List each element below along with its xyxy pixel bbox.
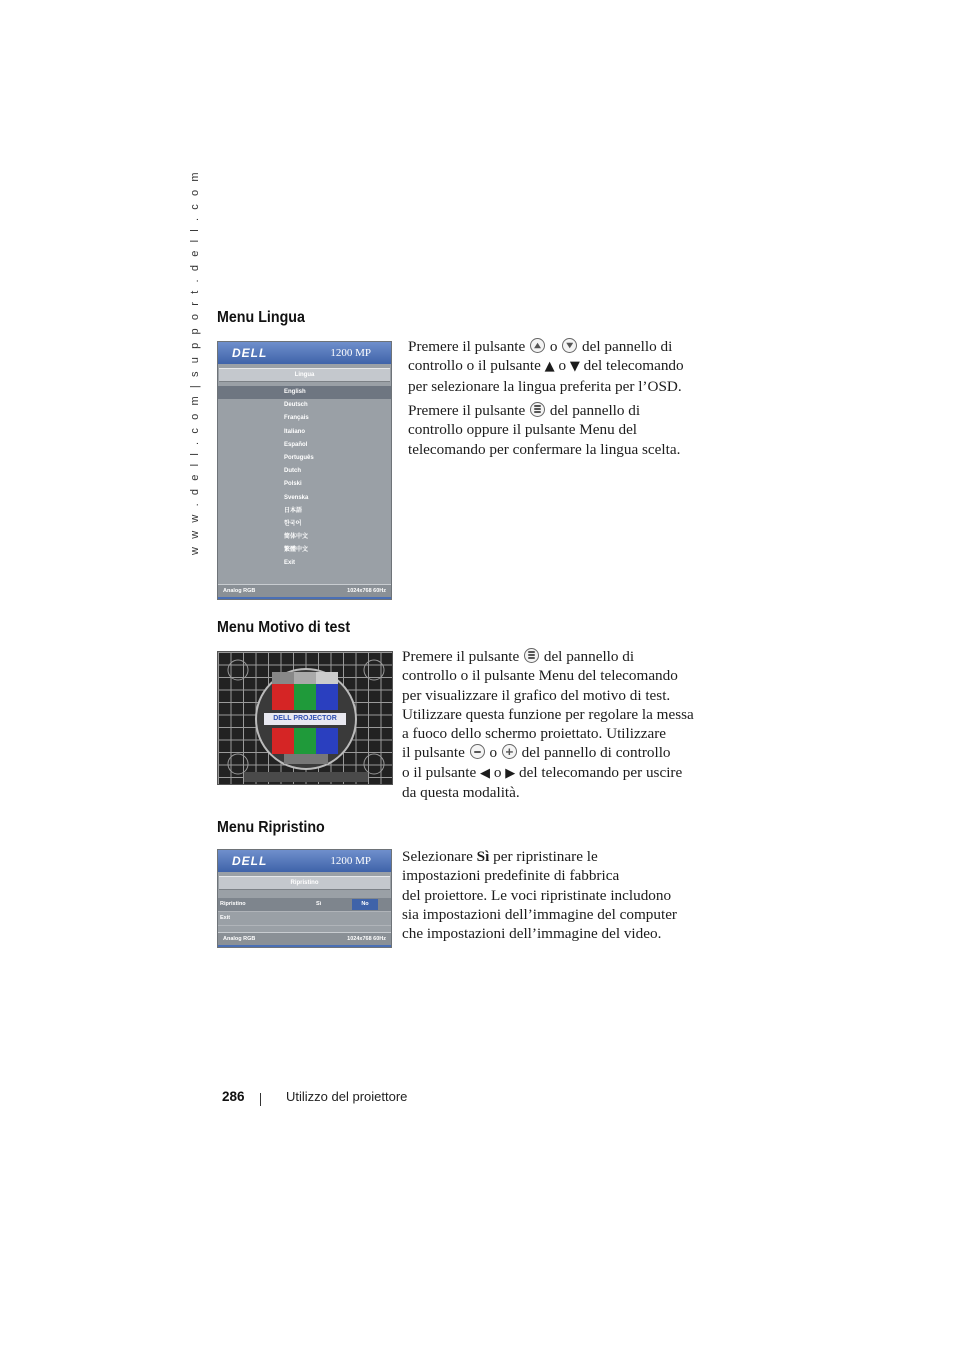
text: o — [485, 744, 501, 762]
down-button-icon — [562, 338, 577, 353]
osd-title: Lingua — [219, 368, 390, 382]
text: che impostazioni dell’immagine del video. — [402, 925, 662, 943]
text: Selezionare — [402, 848, 477, 865]
osd-language-item: Português — [284, 454, 314, 461]
osd-language-item: Dutch — [284, 468, 301, 475]
up-button-icon — [530, 338, 545, 353]
section-title-lingua: Menu Lingua — [217, 309, 305, 326]
osd-language-item: Español — [284, 441, 308, 448]
osd-language-item: Exit — [284, 560, 296, 567]
osd-language-list — [218, 382, 391, 571]
text: il pulsante — [402, 744, 469, 762]
text: Utilizzare questa funzione per regolare la messa — [402, 705, 694, 723]
text: o il pulsante — [402, 763, 481, 781]
osd-language-item: 한국어 — [284, 520, 302, 527]
motivo-paragraph — [402, 647, 722, 802]
text: Premere il pulsante — [408, 338, 530, 355]
lingua-paragraph-2 — [408, 401, 718, 459]
osd-ripristino-screen — [217, 849, 392, 948]
text: del pannello di controllo — [517, 744, 671, 762]
osd-bottom-line — [218, 597, 391, 599]
text: o — [554, 357, 570, 375]
right-arrow-icon: ▶ — [505, 765, 516, 781]
footer-separator — [260, 1093, 261, 1106]
text: da questa modalità. — [402, 784, 520, 802]
osd-language-item: 日本語 — [284, 507, 303, 514]
right-button-icon — [502, 744, 517, 759]
text: o — [490, 763, 506, 781]
test-pattern-image — [217, 651, 393, 785]
pattern-blue-bottom — [316, 728, 338, 754]
text: per selezionare la lingua preferita per l’OSD. — [408, 377, 682, 395]
text: del pannello di — [546, 402, 641, 419]
ripristino-paragraph — [402, 847, 722, 943]
text: controllo oppure il pulsante Menu del — [408, 421, 638, 439]
osd-exit-label: Exit — [220, 915, 231, 921]
text: telecomando per confermare la lingua scelta. — [408, 440, 681, 458]
osd-exit-row — [218, 912, 391, 926]
menu-button-icon — [524, 648, 539, 663]
text: del pannello di — [540, 648, 635, 665]
text: del telecomando per uscire — [515, 763, 683, 781]
pattern-corner-tl — [228, 660, 248, 680]
yes-bold: Sì — [476, 848, 490, 865]
pattern-gray-1 — [272, 672, 294, 684]
text: controllo o il pulsante Menu del telecomando — [402, 667, 678, 685]
osd-footer-source: Analog RGB — [223, 588, 256, 594]
text: del telecomando — [579, 357, 684, 375]
osd-language-item: Svenska — [284, 494, 309, 501]
text: sia impostazioni dell’immagine del computer — [402, 905, 677, 923]
osd-footer-resolution: 1024x768 60Hz — [347, 936, 386, 942]
osd-language-item: Français — [284, 415, 309, 422]
left-button-icon — [470, 744, 485, 759]
osd-footer — [218, 584, 391, 597]
pattern-corner-bl — [228, 754, 248, 774]
dell-logo: DELL — [232, 854, 268, 868]
osd-reset-yes: Sì — [316, 901, 322, 907]
text: del pannello di — [578, 338, 673, 355]
pattern-corner-br — [364, 754, 384, 774]
osd-reset-no: No — [352, 899, 378, 910]
page-number: 286 — [222, 1089, 245, 1104]
osd-footer-resolution: 1024x768 60Hz — [347, 588, 386, 594]
osd-header — [218, 850, 391, 872]
osd-model: 1200 MP — [330, 347, 371, 359]
text: Premere il pulsante — [408, 402, 530, 419]
section-title-motivo: Menu Motivo di test — [217, 619, 351, 636]
osd-reset-row — [218, 898, 391, 912]
osd-title: Ripristino — [219, 876, 390, 890]
osd-model: 1200 MP — [330, 855, 371, 867]
osd-language-item: English — [218, 386, 391, 399]
pattern-corner-tr — [364, 660, 384, 680]
pattern-label: DELL PROJECTOR — [264, 713, 346, 725]
osd-footer-source: Analog RGB — [223, 936, 256, 942]
pattern-green-bottom — [294, 728, 316, 754]
osd-language-item: Italiano — [284, 428, 306, 435]
text: per visualizzare il grafico del motivo di test. — [402, 686, 671, 704]
pattern-gray-bottom — [284, 754, 328, 764]
osd-language-item: Polski — [284, 481, 302, 488]
text: a fuoco dello schermo proiettato. Utilizzare — [402, 725, 666, 743]
pattern-gray-2 — [294, 672, 316, 684]
side-url: w w w . d e l l . c o m | s u p p o r t . d e l l . c o m — [189, 169, 201, 555]
pattern-green-top — [294, 684, 316, 710]
pattern-gray-3 — [316, 672, 338, 684]
osd-language-item: 繁體中文 — [284, 547, 309, 554]
lingua-paragraph-1 — [408, 337, 718, 396]
dell-logo: DELL — [232, 346, 268, 360]
down-arrow-icon: ▼ — [569, 359, 580, 375]
pattern-blue-top — [316, 684, 338, 710]
text: per ripristinare le — [489, 848, 598, 865]
osd-reset-label: Ripristino — [220, 901, 246, 907]
osd-bottom-line — [218, 945, 391, 947]
osd-language-item: 简体中文 — [284, 534, 309, 541]
pattern-red-bottom — [272, 728, 294, 754]
text: del proiettore. Le voci ripristinate includono — [402, 886, 672, 904]
osd-footer — [218, 932, 391, 945]
osd-language-item: Deutsch — [284, 402, 308, 409]
footer-label: Utilizzo del proiettore — [286, 1089, 408, 1104]
menu-button-icon — [530, 402, 545, 417]
pattern-red-top — [272, 684, 294, 710]
text: controllo o il pulsante — [408, 357, 545, 375]
up-arrow-icon: ▲ — [544, 359, 555, 375]
text: Premere il pulsante — [402, 648, 524, 665]
left-arrow-icon: ◀ — [480, 765, 491, 781]
section-title-ripristino: Menu Ripristino — [217, 819, 325, 836]
text: o — [546, 338, 562, 355]
osd-header — [218, 342, 391, 364]
pattern-bottom-bar — [244, 772, 368, 782]
text: impostazioni predefinite di fabbrica — [402, 867, 620, 885]
osd-lingua-screen — [217, 341, 392, 600]
